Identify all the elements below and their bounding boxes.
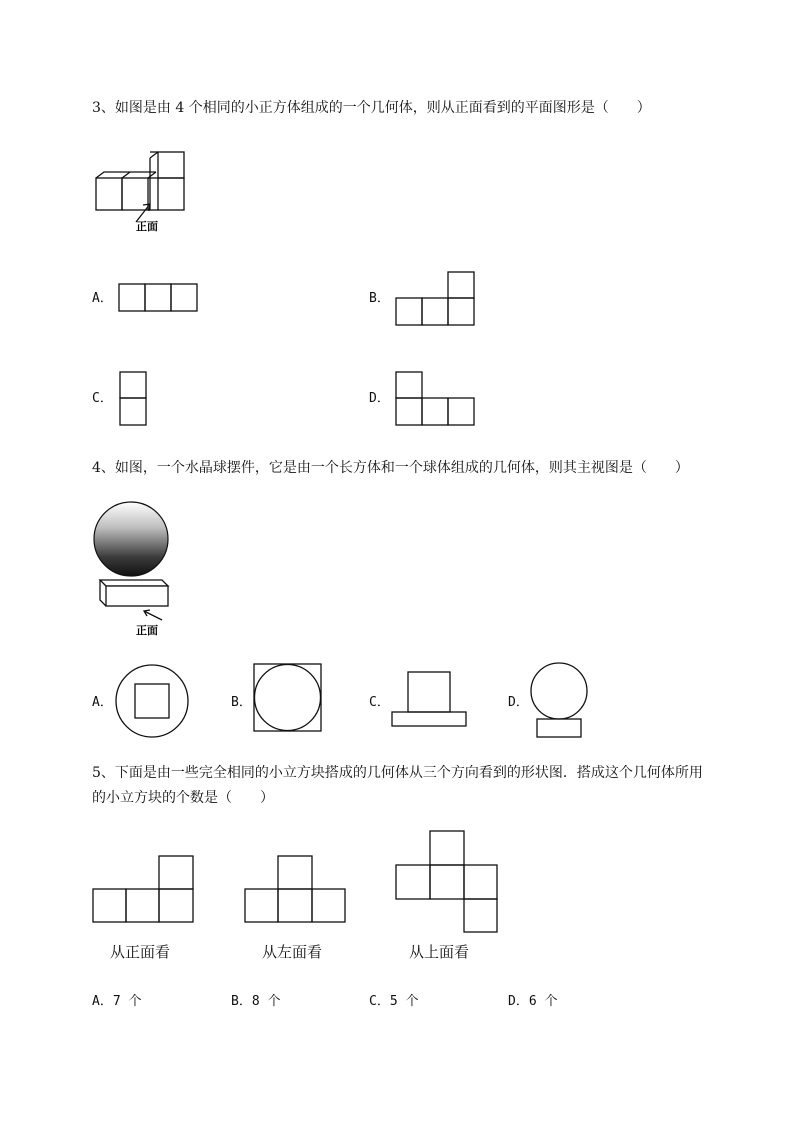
q5-front-view-caption: 从正面看	[110, 943, 171, 961]
q4-stem: 4、如图，一个水晶球摆件，它是由一个长方体和一个球体组成的几何体，则其主视图是（ ）	[92, 460, 689, 476]
q3-option-c-figure[interactable]	[120, 372, 150, 428]
q4-option-a-figure[interactable]	[115, 664, 191, 740]
q3-front-label: 正面	[136, 220, 158, 233]
q3-cube-figure	[92, 148, 202, 238]
q5-option-c[interactable]: C．5 个	[369, 994, 419, 1009]
q5-top-view-caption: 从上面看	[409, 943, 470, 961]
q4-option-b-label[interactable]: B．	[231, 695, 252, 710]
q5-left-view-caption: 从左面看	[262, 943, 323, 961]
q4-sphere	[94, 502, 168, 576]
q3-option-a-label[interactable]: A．	[92, 291, 113, 306]
q3-option-d-label[interactable]: D．	[369, 391, 390, 406]
q5-stem-line1: 5、下面是由一些完全相同的小立方块搭成的几何体从三个方向看到的形状图．搭成这个几何体所用	[92, 765, 703, 781]
q3-option-a-figure[interactable]	[119, 284, 199, 314]
q3-option-b-figure[interactable]	[396, 272, 476, 328]
q4-option-c-figure[interactable]	[392, 672, 470, 730]
q4-option-c-label[interactable]: C．	[369, 695, 390, 710]
q5-option-a[interactable]: A．7 个	[92, 994, 142, 1009]
q3-stem: 3、如图是由 4 个相同的小正方体组成的一个几何体，则从正面看到的平面图形是（ ）	[92, 100, 651, 116]
q4-crystal-ball-figure	[92, 500, 182, 640]
q3-option-b-label[interactable]: B．	[369, 291, 390, 306]
q4-option-a-label[interactable]: A．	[92, 695, 113, 710]
q4-option-b-figure[interactable]	[254, 664, 324, 734]
q5-top-view-figure	[396, 830, 500, 936]
q5-left-view-figure	[245, 856, 349, 926]
q5-front-view-figure	[93, 856, 197, 926]
q4-front-label: 正面	[136, 624, 158, 637]
q5-stem-line2: 的小立方块的个数是（ ）	[92, 790, 274, 806]
q4-option-d-label[interactable]: D．	[508, 695, 529, 710]
q3-option-c-label[interactable]: C．	[92, 391, 113, 406]
q4-option-d-figure[interactable]	[530, 662, 592, 740]
q5-option-d[interactable]: D．6 个	[508, 994, 558, 1009]
q5-option-b[interactable]: B．8 个	[231, 994, 281, 1009]
q3-option-d-figure[interactable]	[396, 372, 476, 428]
